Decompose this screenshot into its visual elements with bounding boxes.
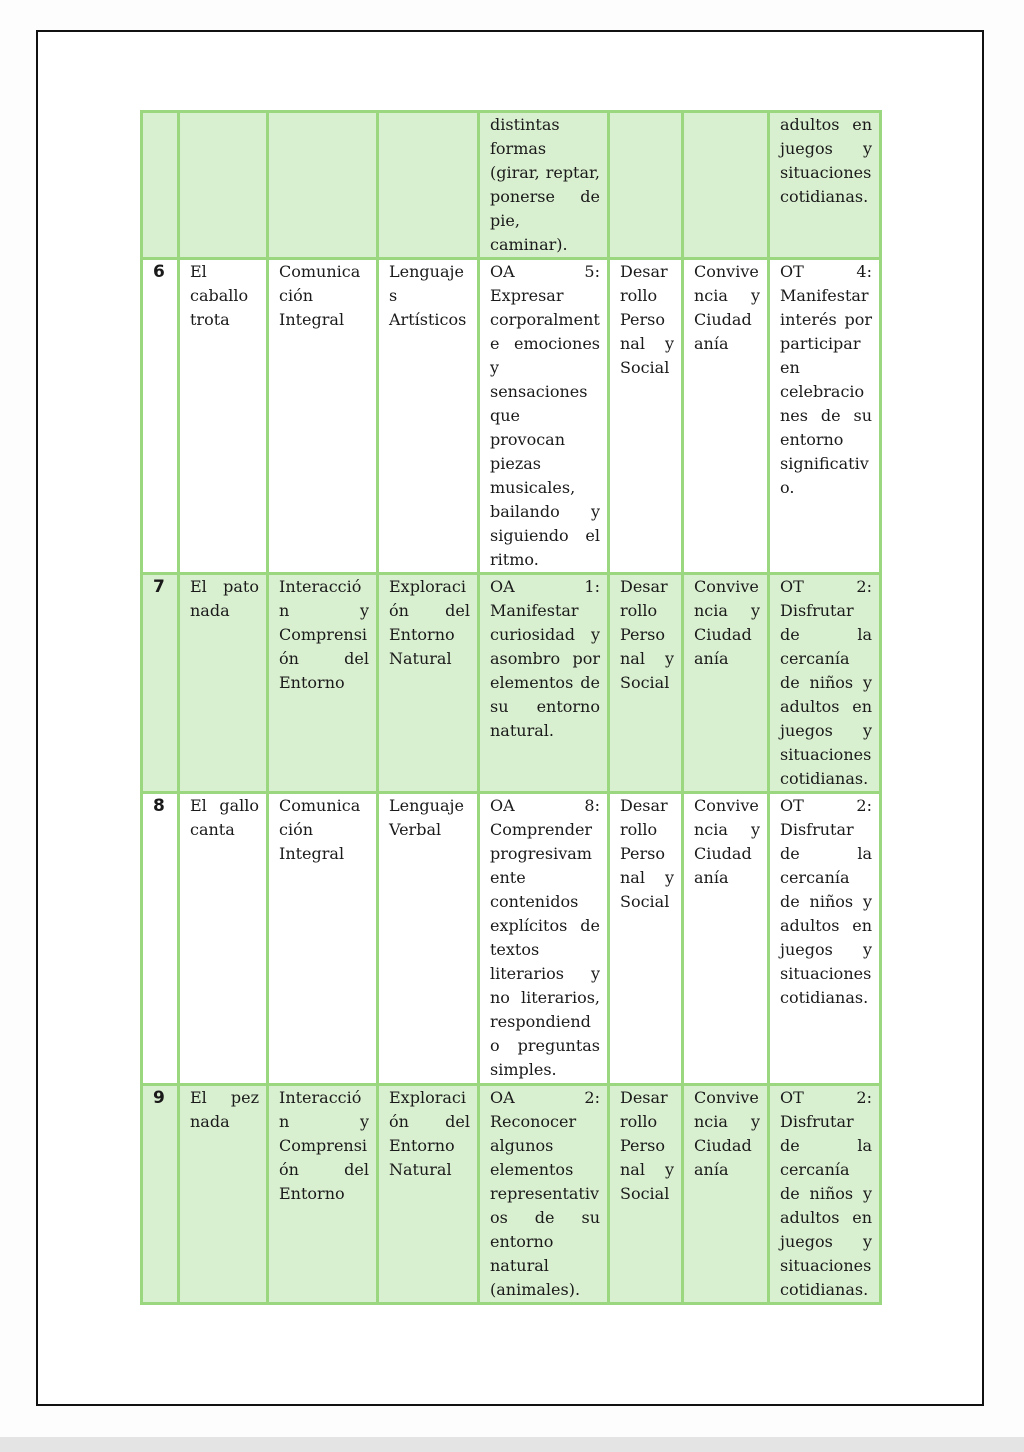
transversal-area [609,112,683,259]
experience-name: El pato nada [179,574,268,793]
transversal-area: Desarrollo Personal y Social [609,1085,683,1304]
learning-objective: distintas formas (girar, reptar, ponerse de pie, caminar). [479,112,609,259]
table-row [142,259,881,574]
learning-area: Comunicación Integral [268,793,378,1085]
learning-area: Interacción y Comprensión del Entorno [268,1085,378,1304]
transversal-core: Convivencia y Ciudadanía [683,1085,769,1304]
transversal-core: Convivencia y Ciudadanía [683,574,769,793]
learning-core: Lenguaje Verbal [378,793,479,1085]
transversal-area: Desarrollo Personal y Social [609,793,683,1085]
planning-table [140,110,882,1305]
learning-objective: OA 8: Comprender progresivamente contenidos explícitos de textos literarios y no literarios, respondiendo preguntas simples. [479,793,609,1085]
table-row [142,793,881,1085]
row-number: 7 [142,574,179,793]
transversal-core: Convivencia y Ciudadanía [683,793,769,1085]
row-number: 8 [142,793,179,1085]
viewer-bottom-strip [0,1437,1024,1452]
learning-area: Interacción y Comprensión del Entorno [268,574,378,793]
transversal-objective: OT 2: Disfrutar de la cercanía de niños y adultos en juegos y situaciones cotidianas. [769,1085,881,1304]
row-number: 9 [142,1085,179,1304]
transversal-area: Desarrollo Personal y Social [609,574,683,793]
learning-core [378,112,479,259]
row-number [142,112,179,259]
table-row [142,112,881,259]
table-row [142,574,881,793]
experience-name [179,112,268,259]
transversal-core [683,112,769,259]
learning-core: Exploración del Entorno Natural [378,574,479,793]
learning-area [268,112,378,259]
row-number: 6 [142,259,179,574]
experience-name: El caballo trota [179,259,268,574]
learning-objective: OA 2: Reconocer algunos elementos representativos de su entorno natural (animales). [479,1085,609,1304]
transversal-objective: OT 4: Manifestar interés por participar en celebraciones de su entorno significativo. [769,259,881,574]
learning-objective: OA 1: Manifestar curiosidad y asombro por elementos de su entorno natural. [479,574,609,793]
transversal-objective: adultos en juegos y situaciones cotidianas. [769,112,881,259]
learning-core: Exploración del Entorno Natural [378,1085,479,1304]
learning-area: Comunicación Integral [268,259,378,574]
transversal-objective: OT 2: Disfrutar de la cercanía de niños y adultos en juegos y situaciones cotidianas. [769,793,881,1085]
experience-name: El pez nada [179,1085,268,1304]
transversal-objective: OT 2: Disfrutar de la cercanía de niños y adultos en juegos y situaciones cotidianas. [769,574,881,793]
learning-core: Lenguajes Artísticos [378,259,479,574]
learning-objective: OA 5: Expresar corporalmente emociones y sensaciones que provocan piezas musicales, bailando y siguiendo el ritmo. [479,259,609,574]
transversal-core: Convivencia y Ciudadanía [683,259,769,574]
transversal-area: Desarrollo Personal y Social [609,259,683,574]
table-row [142,1085,881,1304]
experience-name: El gallo canta [179,793,268,1085]
